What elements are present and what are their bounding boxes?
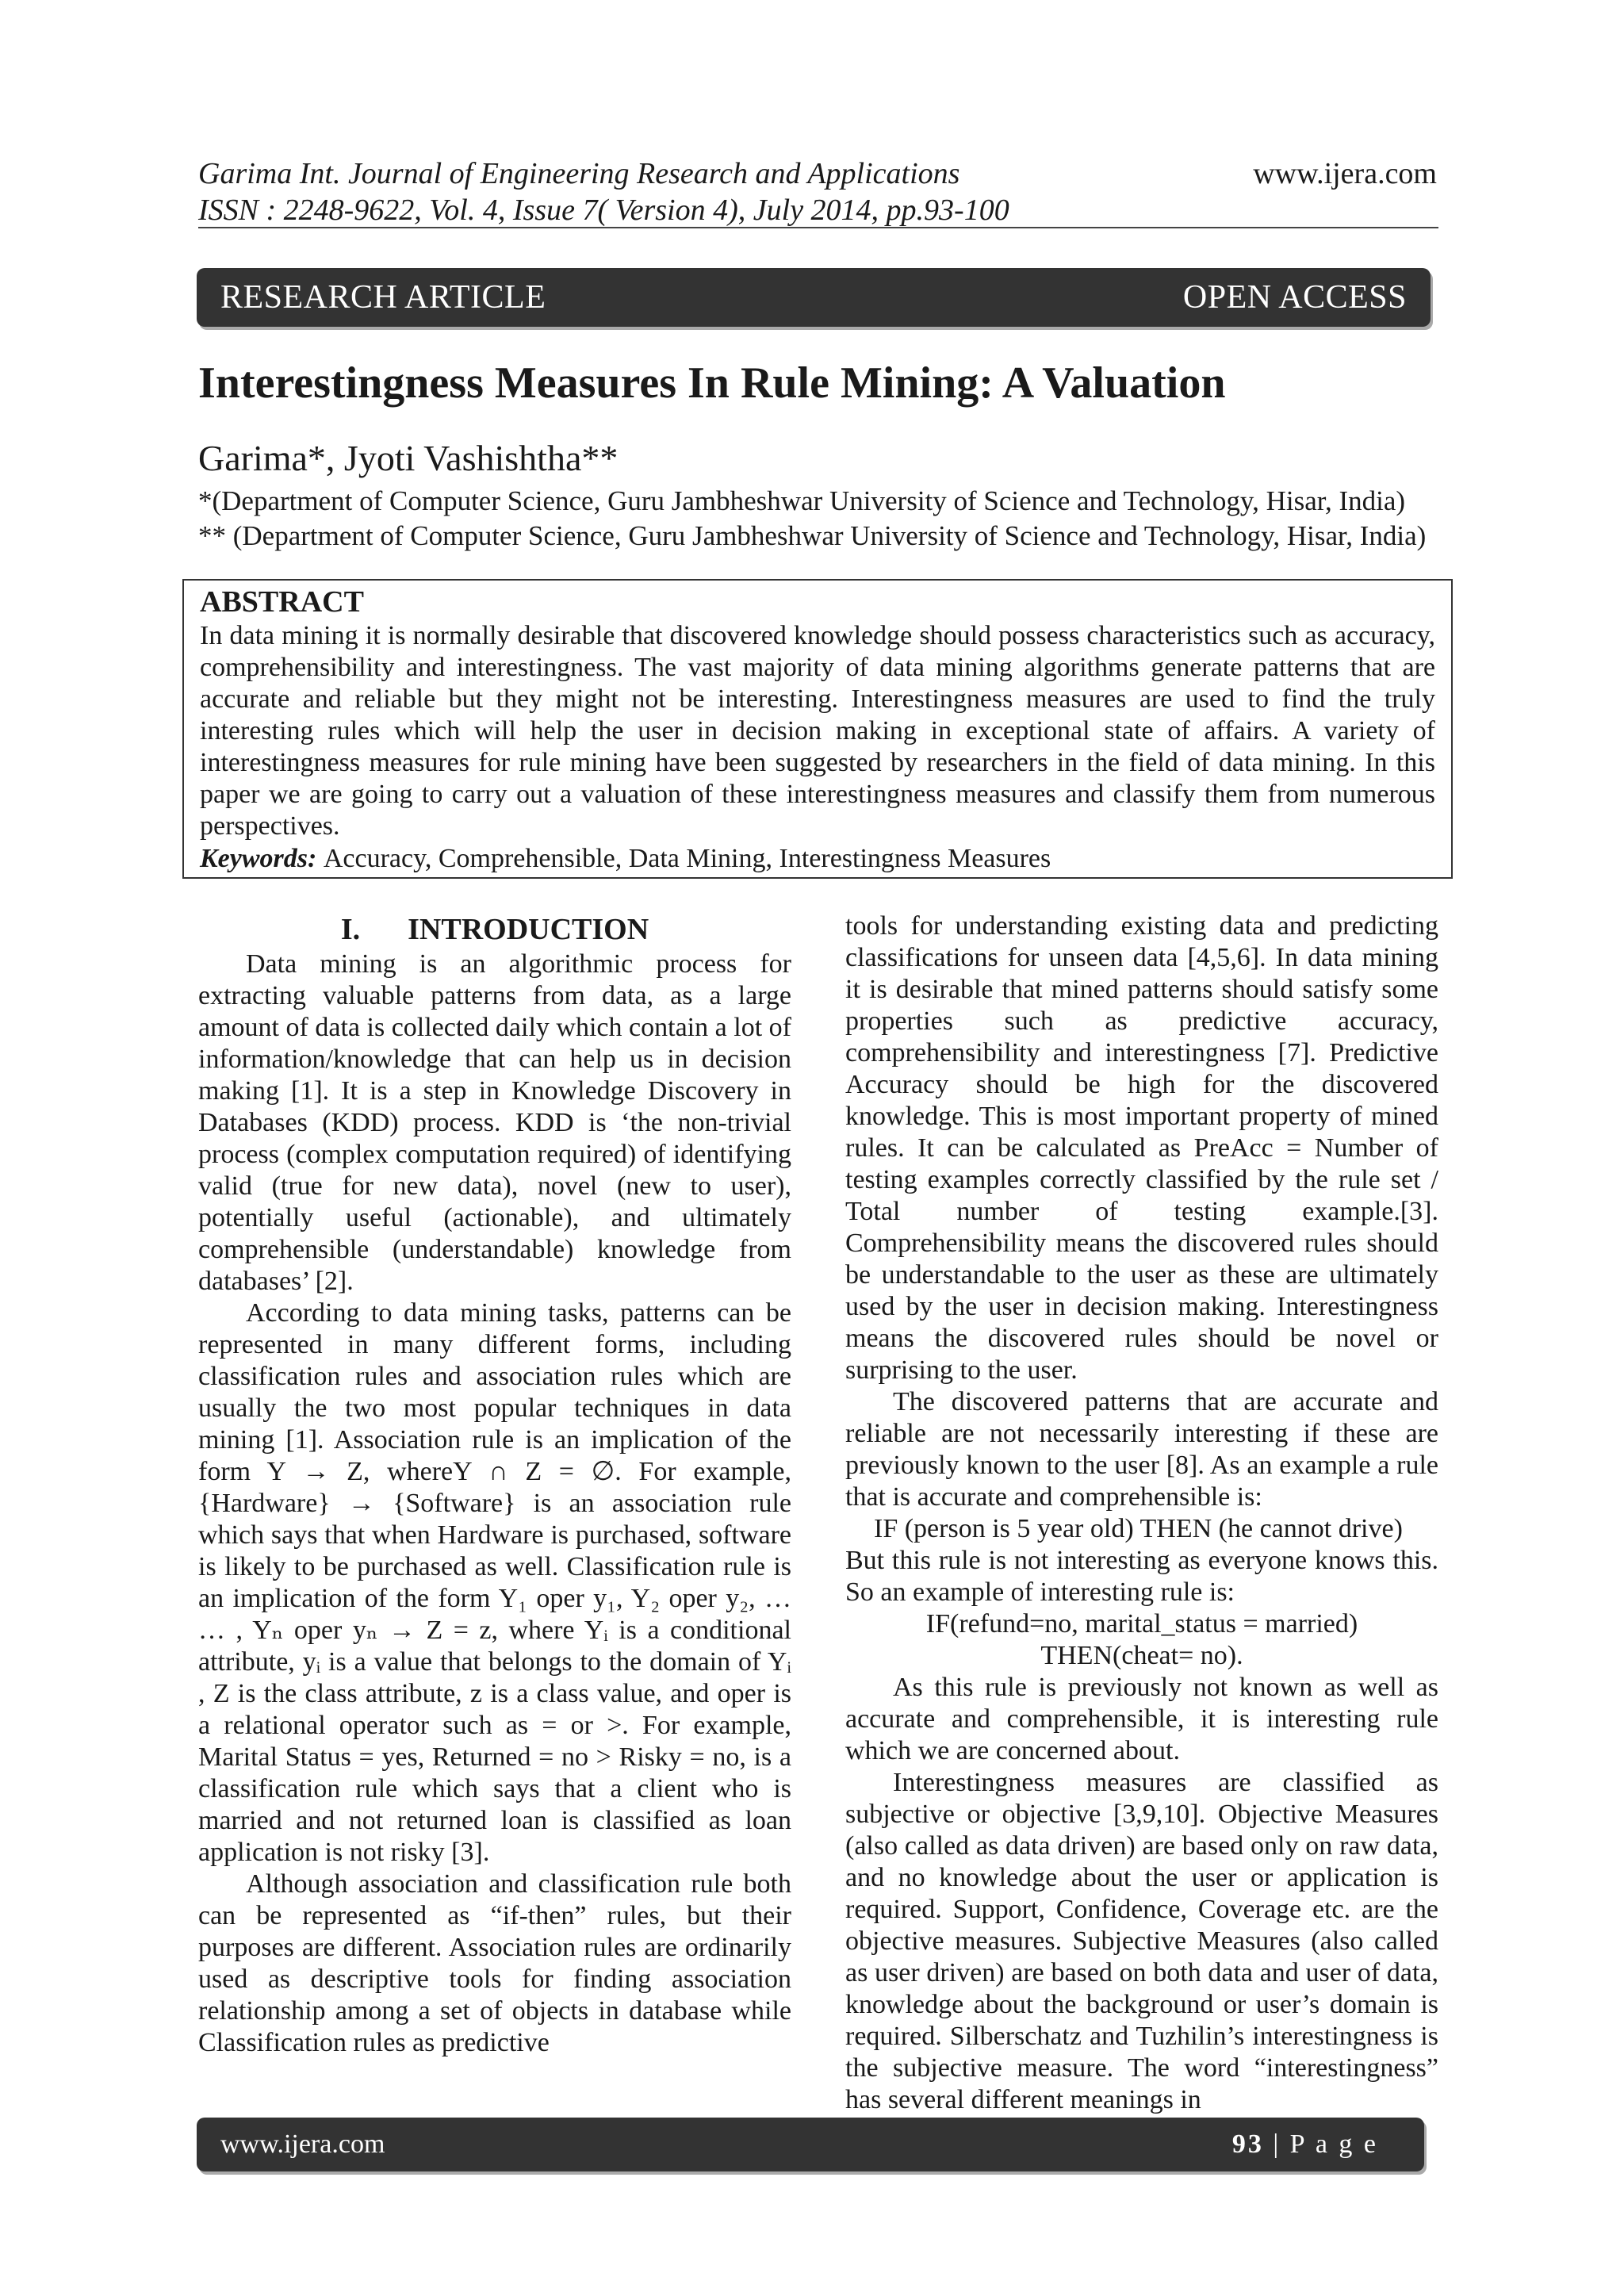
journal-title-line: Garima Int. Journal of Engineering Research and Applications — [198, 157, 960, 190]
right-paragraph-5: Interestingness measures are classified as subjective or objective [3,9,10]. Objective Measures (also called as data driven) are based only on raw data, and no knowledge about the user or application is required. Support, Confidence, Coverage etc. are the objective measures. Subjective Measures (also called as user driven) are based on both data and user of data, knowledge about the background or user’s domain is required. Silberschatz and Tuzhilin’s interestingness is the subjective measure. The word “interestingness” has several different meanings in — [845, 1768, 1438, 2114]
page-label: | P a g e — [1263, 2129, 1378, 2159]
open-access-label: OPEN ACCESS — [1182, 279, 1407, 316]
right-paragraph-3: But this rule is not interesting as everyone knows this. So an example of interesting rule is: — [845, 1546, 1438, 1607]
example-rule-1: IF (person is 5 year old) THEN (he cannot drive) — [874, 1514, 1403, 1543]
abstract-heading: ABSTRACT — [200, 585, 364, 619]
left-column — [198, 910, 791, 2059]
journal-issn-line: ISSN : 2248-9622, Vol. 4, Issue 7( Version 4), July 2014, pp.93-100 — [198, 194, 1009, 227]
research-article-label: RESEARCH ARTICLE — [220, 279, 546, 316]
header-divider — [198, 227, 1438, 228]
journal-website[interactable]: www.ijera.com — [1253, 157, 1437, 190]
keywords-line: Keywords: Accuracy, Comprehensible, Data Mining, Interestingness Measures — [200, 844, 1051, 873]
intro-paragraph-2: According to data mining tasks, patterns can be represented in many different forms, including classification rules and association rules which are usually the two most popular techniques in data mining [1]. Association rule is an implication of the form Y → Z, whereY ∩ Z = ∅. For example, {Hardware} → {Software} is an association rule which says that when Hardware is purchased, software is likely to be purchased as well. Classification rule is an implication of the form Y₁ oper y₁, Y₂ oper y₂, … … , Yₙ oper yₙ → Z = z, where Yᵢ is a conditional attribute, yᵢ is a value that belongs to the domain of Yᵢ , Z is the class attribute, z is a class value, and oper is a relational operator such as = or >. For example, Marital Status = yes, Returned = no > Risky = no, is a classification rule which says that a client who is married and not returned loan is classified as loan application is not risky [3]. — [198, 1298, 791, 1867]
example-rule-2-then: THEN(cheat= no). — [1040, 1641, 1243, 1670]
journal-header — [198, 155, 1009, 228]
abstract-body: In data mining it is normally desirable that discovered knowledge should possess characteristics such as accuracy, comprehensibility and interestingness. The vast majority of data mining algorithms generate patterns that are accurate and reliable but they might not be interesting. Interestingness measures are used to find the truly interesting rules which will help the user in decision making in exceptional state of affairs. A variety of interestingness measures for rule mining have been suggested by researchers in the field of data mining. In this paper we are going to carry out a valuation of these interestingness measures and classify them from numerous perspectives. — [200, 621, 1435, 841]
keywords-text: Accuracy, Comprehensible, Data Mining, Interestingness Measures — [323, 844, 1051, 873]
section-number: I. — [340, 913, 361, 946]
section-heading — [198, 910, 791, 949]
example-rule-2-if: IF(refund=no, marital_status = married) — [925, 1609, 1358, 1639]
affiliation-1: *(Department of Computer Science, Guru Jambheshwar University of Science and Technology, Hisar, India) — [198, 485, 1406, 516]
page-footer — [197, 2118, 1424, 2171]
article-type-banner — [197, 268, 1431, 327]
affiliation-2: ** (Department of Computer Science, Guru Jambheshwar University of Science and Technology, Hisar, India) — [198, 520, 1427, 551]
right-paragraph-4: As this rule is previously not known as well as accurate and comprehensible, it is interesting rule which we are concerned about. — [845, 1673, 1438, 1765]
intro-paragraph-3: Although association and classification rule both can be represented as “if-then” rules, but their purposes are different. Association rules are ordinarily used as descriptive tools for finding association relationship among a set of objects in database while Classification rules as predictive — [198, 1869, 791, 2057]
right-paragraph-1: tools for understanding existing data and predicting classifications for unseen data [4,5,6]. In data mining it is desirable that mined patterns should satisfy some properties such as predictive accuracy, comprehensibility and interestingness [7]. Predictive Accuracy should be high for the discovered knowledge. This is most important property of mined rules. It can be calculated as PreAcc = Number of testing examples correctly classified by the rule set / Total number of testing example.[3]. Comprehensibility means the discovered rules should be understandable to the user as these are ultimately used by the user in decision making. Interestingness means the discovered rules should be novel or surprising to the user. — [845, 911, 1438, 1385]
page-indicator — [1232, 2129, 1378, 2160]
paper-authors: Garima*, Jyoti Vashishtha** — [198, 438, 619, 478]
section-title: INTRODUCTION — [408, 913, 649, 946]
intro-paragraph-1: Data mining is an algorithmic process for extracting valuable patterns from data, as a large amount of data is collected daily which contain a lot of information/knowledge that can help us in decision making [1]. It is a step in Knowledge Discovery in Databases (KDD) process. KDD is ‘the non-trivial process (complex computation required) of identifying valid (true for new data), novel (new to user), potentially useful (actionable), and ultimately comprehensible (understandable) knowledge from databases’ [2]. — [198, 949, 791, 1296]
right-column — [845, 910, 1438, 2116]
abstract-box — [182, 579, 1453, 879]
page-number: 93 — [1231, 2129, 1264, 2159]
paper-title: Interestingness Measures In Rule Mining: A Valuation — [198, 358, 1226, 408]
right-paragraph-2: The discovered patterns that are accurate and reliable are not necessarily interesting if these are previously known to the user [8]. As an example a rule that is accurate and comprehensible is: — [845, 1387, 1438, 1512]
keywords-label: Keywords — [200, 844, 308, 873]
footer-website[interactable]: www.ijera.com — [220, 2129, 385, 2159]
